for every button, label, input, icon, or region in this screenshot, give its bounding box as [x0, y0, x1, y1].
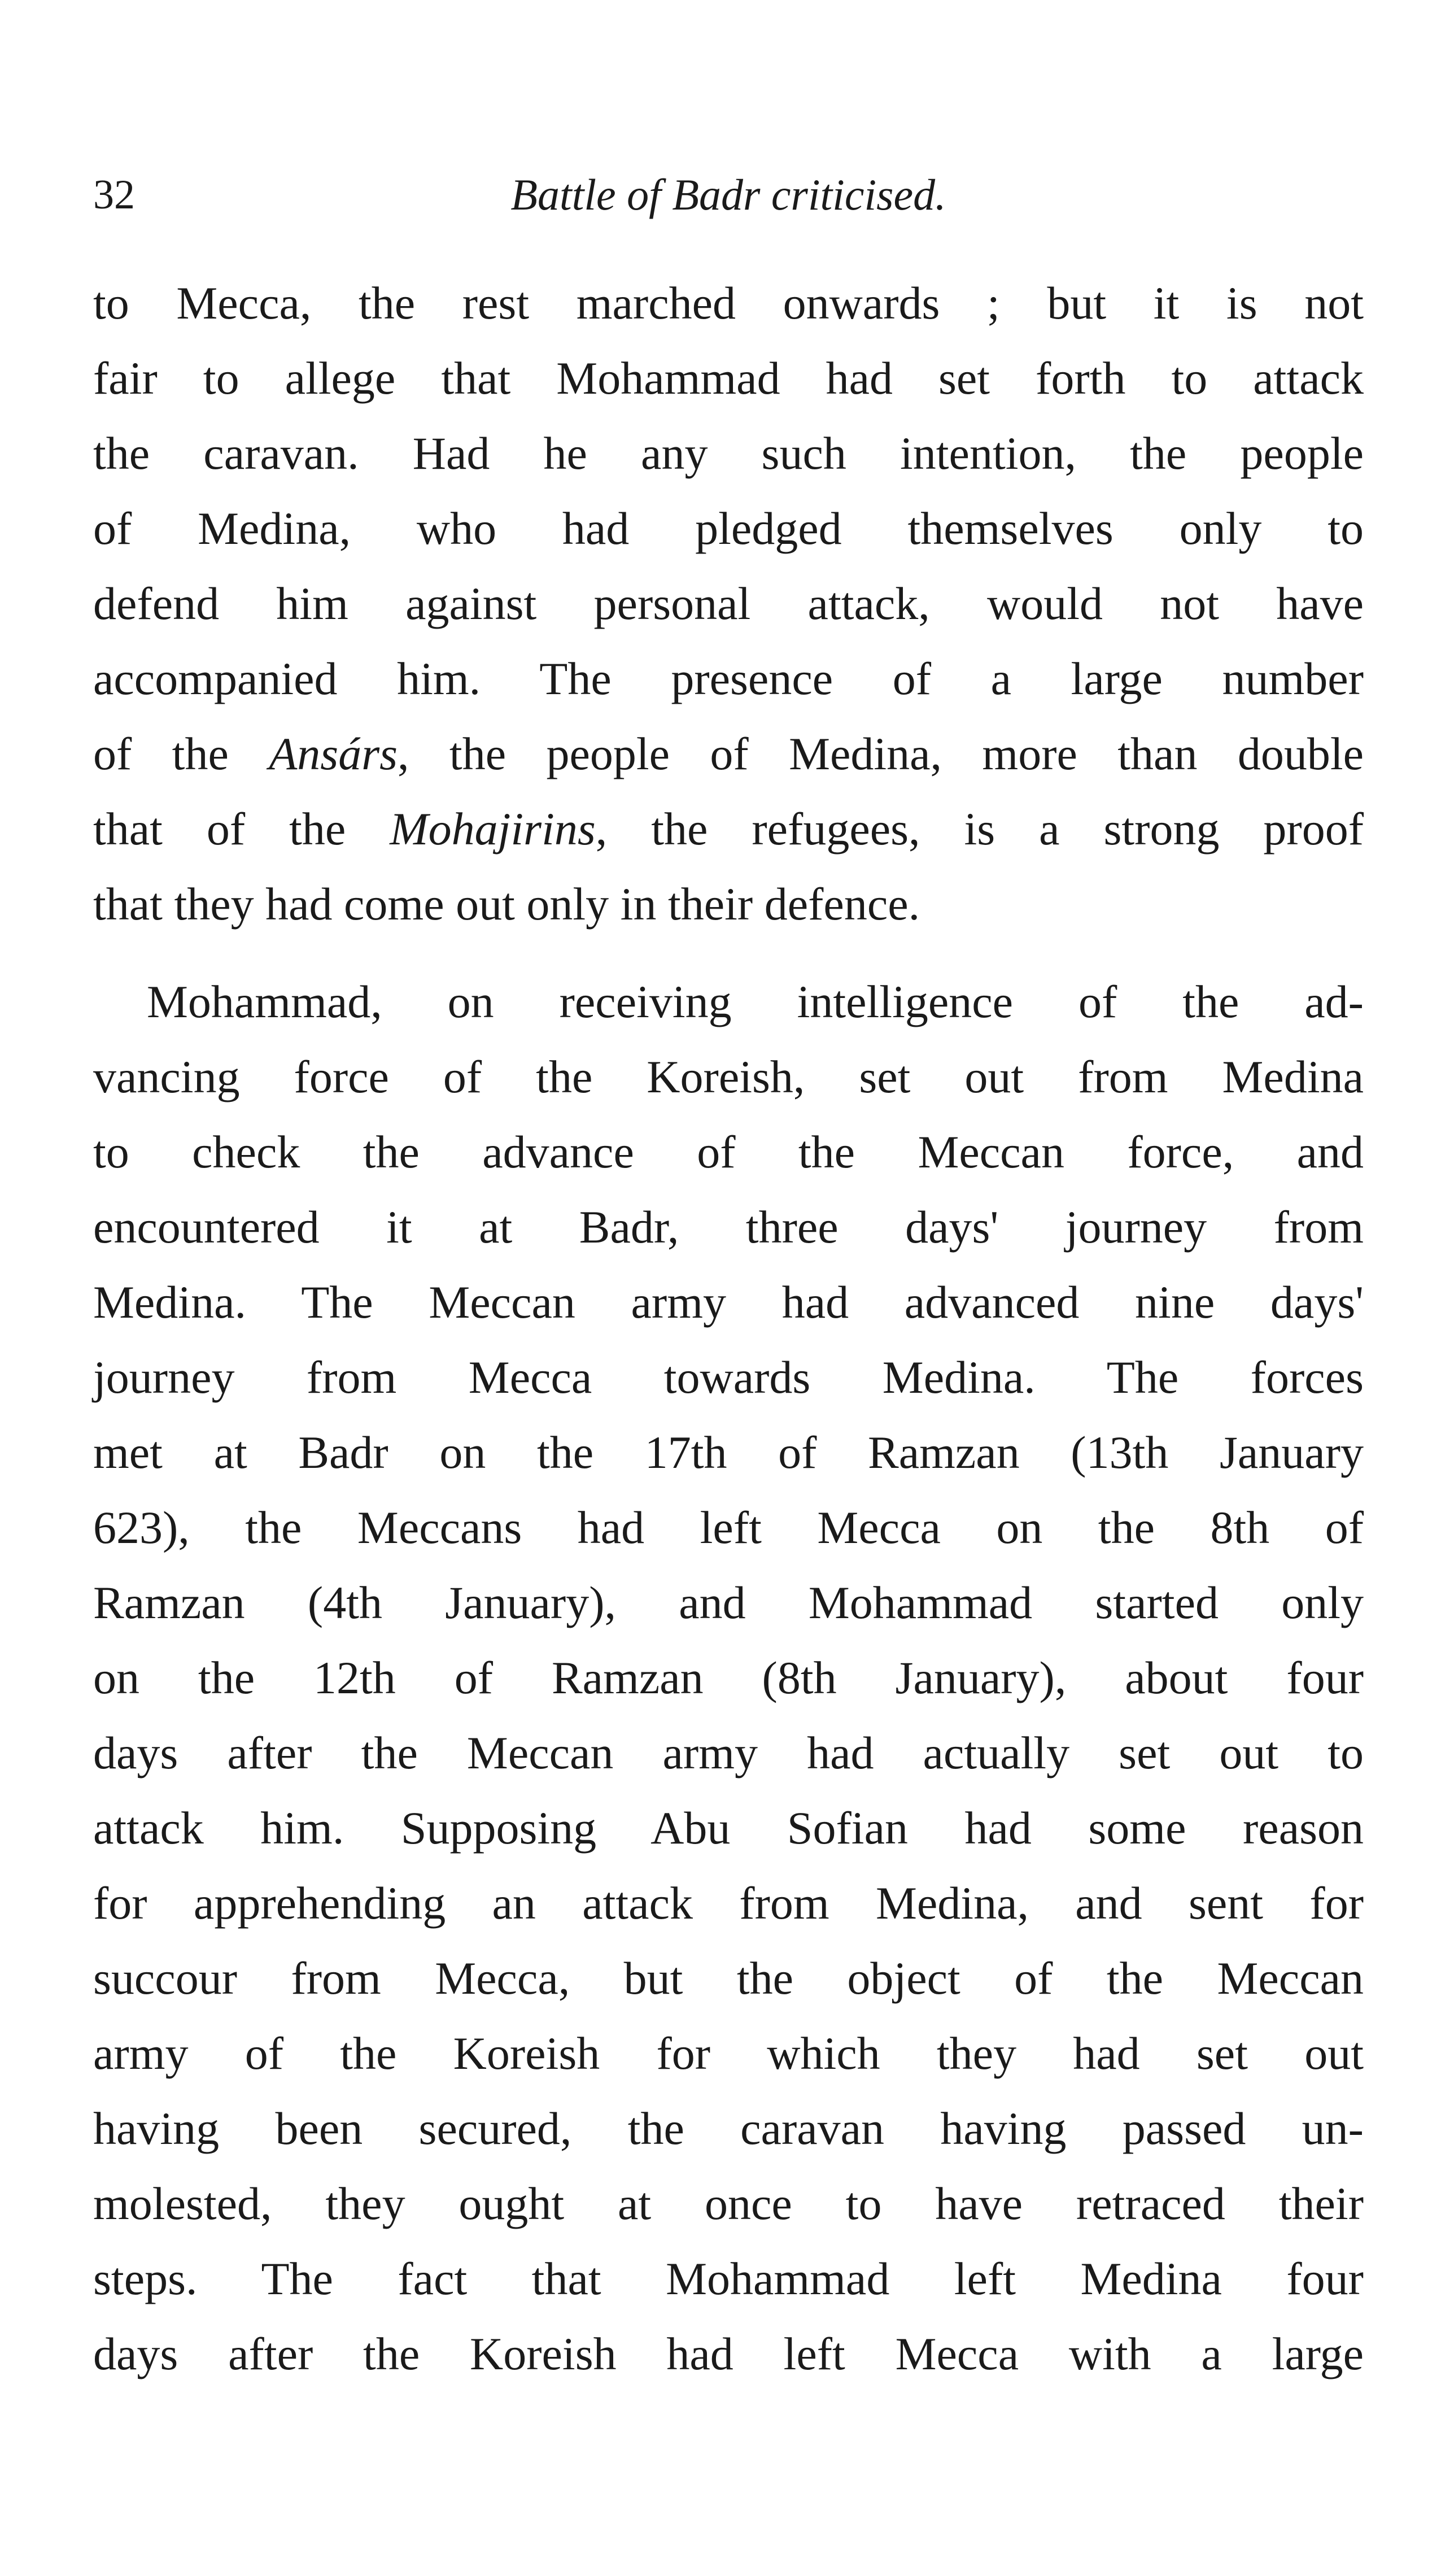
text-line: attack him. Supposing Abu Sofian had some reason	[93, 1802, 1364, 1854]
text-line: Mohammad, on receiving intelligence of the ad-	[147, 976, 1364, 1027]
text-line: that they had come out only in their defence.	[93, 878, 920, 930]
text-line: molested, they ought at once to have retraced their	[93, 2178, 1364, 2229]
paragraph-1	[93, 265, 1364, 942]
text-line: days after the Meccan army had actually set out to	[93, 1727, 1364, 1779]
text-line: accompanied him. The presence of a large number	[93, 653, 1364, 704]
text-run: , the people of Medina, more than double	[398, 728, 1364, 779]
italic-term-mohajirins: Mohajirins	[390, 803, 596, 855]
text-line: Ramzan (4th January), and Mohammad started only	[93, 1577, 1364, 1628]
paragraph-gap	[93, 942, 1364, 964]
text-run: of the	[93, 728, 269, 779]
text-line: for apprehending an attack from Medina, and sent for	[93, 1877, 1364, 1929]
text-line: army of the Koreish for which they had set out	[93, 2028, 1364, 2079]
text-line: Medina. The Meccan army had advanced nine days'	[93, 1276, 1364, 1328]
text-line: steps. The fact that Mohammad left Medina four	[93, 2253, 1364, 2304]
text-line: to check the advance of the Meccan force, and	[93, 1126, 1364, 1178]
text-line: defend him against personal attack, would not have	[93, 578, 1364, 629]
text-line: having been secured, the caravan having passed un-	[93, 2103, 1364, 2154]
text-line: journey from Mecca towards Medina. The forces	[93, 1352, 1364, 1403]
text-line: met at Badr on the 17th of Ramzan (13th January	[93, 1427, 1364, 1478]
italic-term-ansars: Ansárs	[269, 728, 398, 779]
text-line: days after the Koreish had left Mecca with a large	[93, 2328, 1364, 2379]
text-run: that of the	[93, 803, 390, 855]
text-line: encountered it at Badr, three days' journey from	[93, 1201, 1364, 1253]
text-line: of Medina, who had pledged themselves only to	[93, 503, 1364, 554]
text-line	[93, 791, 1364, 866]
running-head	[93, 164, 1364, 226]
text-run: , the refugees, is a strong proof	[595, 803, 1364, 855]
text-line: to Mecca, the rest marched onwards ; but it is not	[93, 277, 1364, 329]
paragraph-2	[93, 964, 1364, 2391]
text-line: on the 12th of Ramzan (8th January), about four	[93, 1652, 1364, 1703]
text-line: fair to allege that Mohammad had set forth to attack	[93, 352, 1364, 404]
text-line	[93, 716, 1364, 791]
text-line: 623), the Meccans had left Mecca on the 8th of	[93, 1502, 1364, 1553]
text-line: vancing force of the Koreish, set out from Medina	[93, 1051, 1364, 1102]
text-line: succour from Mecca, but the object of the Meccan	[93, 1952, 1364, 2004]
running-title: Battle of Badr criticised.	[510, 170, 946, 219]
text-line: the caravan. Had he any such intention, the people	[93, 428, 1364, 479]
body-text	[93, 265, 1364, 2391]
page-number: 32	[93, 172, 135, 218]
